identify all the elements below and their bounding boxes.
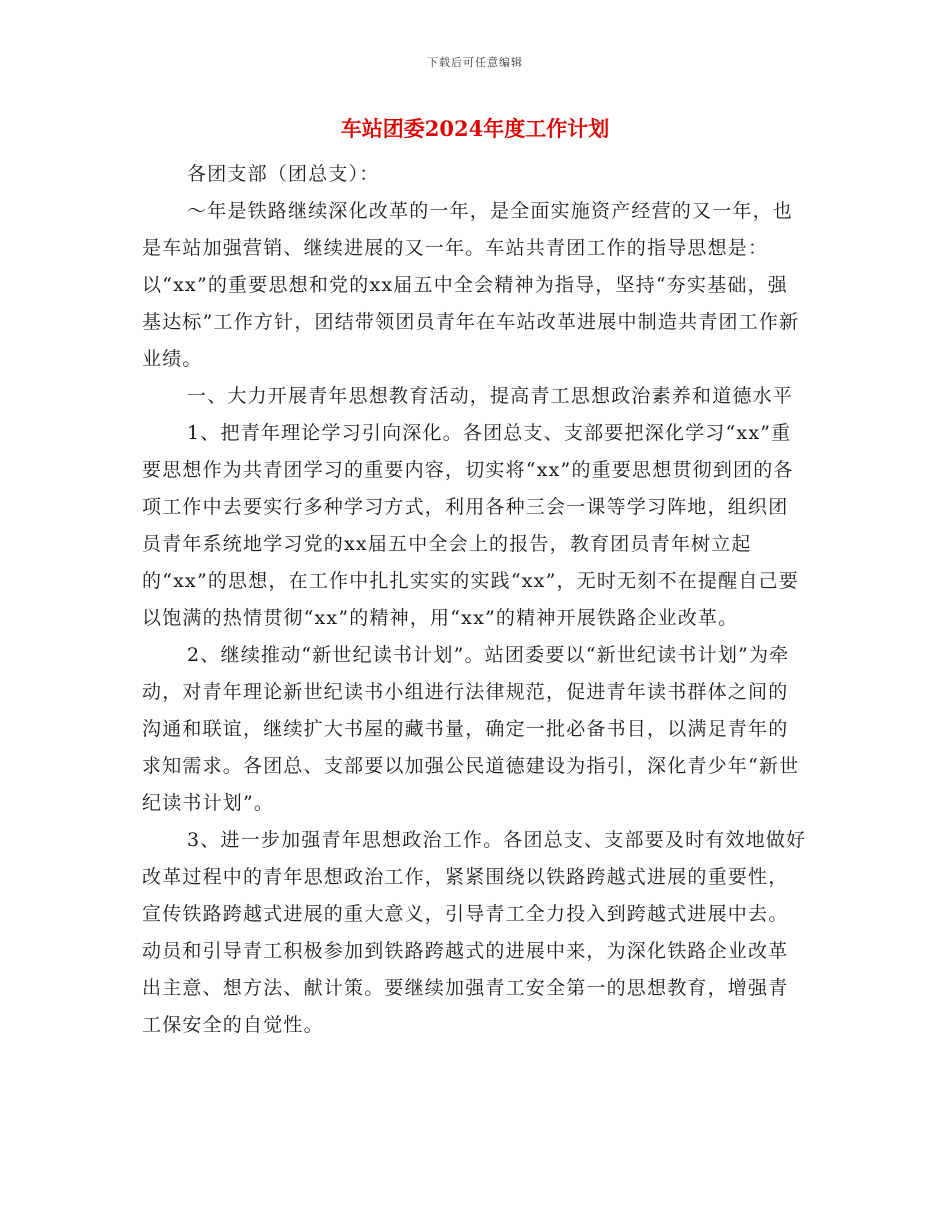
section-heading-1: 一、大力开展青年思想教育活动，提高青工思想政治素养和道德水平 — [187, 385, 794, 407]
paragraph-item-2: 2、继续推动“新世纪读书计划”。站团委要以“新世纪读书计划”为牵动，对青年理论新世纪读书小组进行法律规范，促进青年读书群体之间的沟通和联谊，继续扩大书屋的藏书量，确定一批必备书目，以满足青年的求知需求。各团总、支部要以加强公民道德建设为指引，深化青少年“新世纪读书计划”。 — [142, 644, 800, 814]
paragraph-item-1: 1、把青年理论学习引向深化。各团总支、支部要把深化学习“xx”重要思想作为共青团学习的重要内容，切实将“xx”的重要思想贯彻到团的各项工作中去要实行多种学习方式，利用各种三会一课等学习阵地，组织团员青年系统地学习党的xx届五中全会上的报告，教育团员青年树立起的“xx”的思想，在工作中扎扎实实的实践“xx”，无时无刻不在提醒自己要以饱满的热情贯彻“xx”的精神，用“xx”的精神开展铁路企业改革。 — [142, 422, 799, 629]
paragraph-intro: ～年是铁路继续深化改革的一年，是全面实施资产经营的又一年，也是车站加强营销、继续进展的又一年。车站共青团工作的指导思想是：以“xx”的重要思想和党的xx届五中全会精神为指导，坚持“夯实基础，强基达标”工作方针，团结带领团员青年在车站改革进展中制造共青团工作新业绩。 — [142, 200, 800, 370]
document-title: 车站团委2024年度工作计划 — [340, 116, 610, 141]
header-note: 下载后可任意编辑 — [427, 56, 523, 69]
paragraph-item-3: 3、进一步加强青年思想政治工作。各团总支、支部要及时有效地做好改革过程中的青年思想政治工作，紧紧围绕以铁路跨越式进展的重要性，宣传铁路跨越式进展的重大意义，引导青工全力投入到跨越式进展中去。动员和引导青工积极参加到铁路跨越式的进展中来，为深化铁路企业改革出主意、想方法、献计策。要继续加强青工安全第一的思想教育，增强青工保安全的自觉性。 — [142, 829, 807, 1036]
document-body — [142, 156, 807, 1044]
salutation: 各团支部（团总支）： — [187, 163, 380, 185]
